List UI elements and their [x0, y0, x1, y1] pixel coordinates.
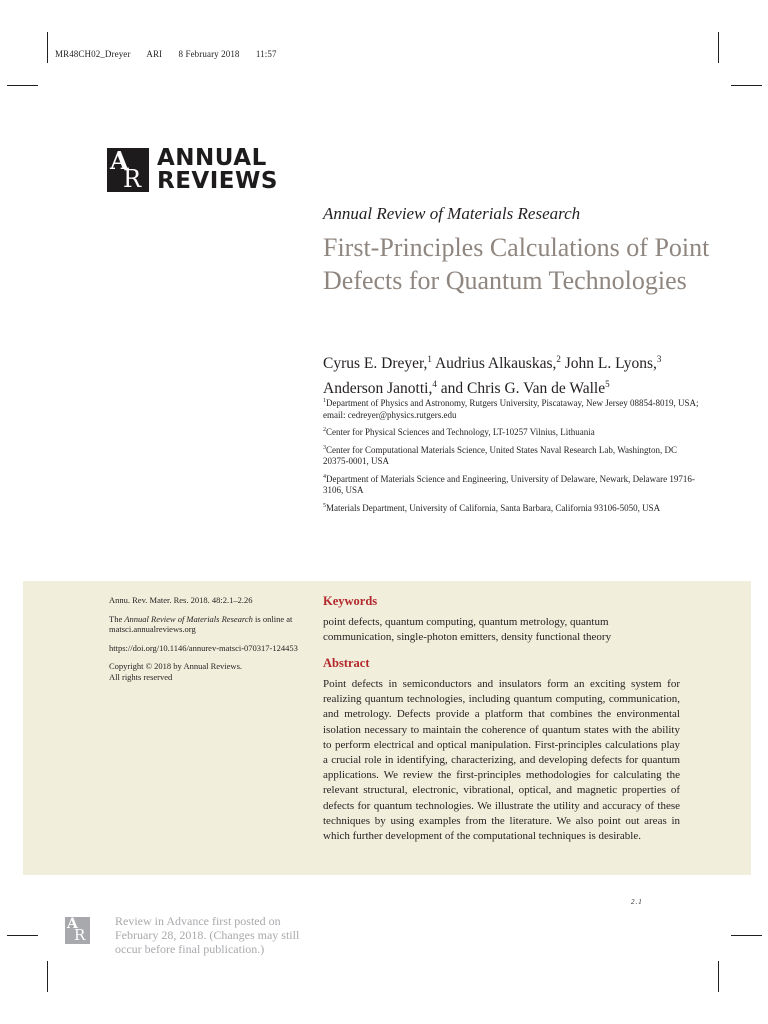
citation-info [109, 595, 299, 690]
crop-mark [731, 85, 762, 86]
author: John L. Lyons,$^3$ [564, 354, 662, 373]
author: Anderson Janotti,$^4$ [323, 379, 437, 398]
crop-mark [731, 935, 762, 936]
slug-publisher: ARI [146, 49, 163, 59]
affiliation-list [323, 396, 703, 518]
page-number: 2.1 [631, 898, 643, 906]
citation: Annu. Rev. Mater. Res. 2018. 48:2.1–2.26 [109, 595, 253, 605]
abstract-text: Point defects in semiconductors and insulators form an exciting system for realizing quantum technologies, including quantum computing, communication, and metrology. Defects provide a platform that combines the environmental isolation necessary to maintain the coherence of quantum states with the ability to perform electrical and optical manipulation. First-principles calculations play a crucial role in identifying, characterizing, and developing defects for quantum applications. We review the first-principles methodologies for calculating the relevant structural, electronic, vibrational, optical, and magnetic properties of defects for quantum technologies. We illustrate the utility and accuracy of these techniques by using examples from the literature. We also point out areas in which further development of the computational techniques is desirable. [323, 678, 680, 843]
author: Cyrus E. Dreyer,$^1$ [323, 354, 432, 373]
crop-mark [718, 961, 719, 992]
slug-line [55, 49, 291, 59]
keywords-heading: Keywords [323, 594, 378, 608]
author: Audrius Alkauskas,$^2$ [434, 354, 561, 373]
crop-mark [7, 935, 38, 936]
affiliation: $^4$Department of Materials Science and Engineering, University of Delaware, Newark, Delaware 19716-3106, USA [323, 473, 695, 495]
ar-footer-logo-icon: A R [65, 917, 90, 944]
affiliation: $^5$Materials Department, University of California, Santa Barbara, California 93106-5050, USA [323, 502, 661, 513]
slug-date: 8 February 2018 [178, 49, 240, 59]
logo-line-2: REVIEWS [157, 168, 278, 194]
review-in-advance-note: Review in Advance first posted on February 28, 2018. (Changes may still occur before final publication.) [115, 914, 300, 956]
author: and Chris G. Van de Walle$^5$ [440, 379, 610, 398]
abstract-heading: Abstract [323, 656, 370, 670]
journal-name: Annual Review of Materials Research [323, 204, 581, 223]
slug-code: MR48CH02_Dreyer [55, 49, 131, 59]
crop-mark [718, 32, 719, 63]
article-title: First-Principles Calculations of Point Defects for Quantum Technologies [323, 233, 710, 295]
crop-mark [47, 32, 48, 63]
keywords-text: point defects, quantum computing, quantum metrology, quantum communication, single-photon emitters, density functional theory [323, 616, 612, 643]
slug-time: 11:57 [255, 49, 277, 59]
ar-logo-icon: A R [107, 148, 149, 192]
affiliation: $^2$Center for Physical Sciences and Technology, LT-10257 Vilnius, Lithuania [323, 427, 595, 437]
logo-line-1: ANNUAL [157, 145, 267, 171]
author-list [323, 349, 703, 399]
copyright: Copyright © 2018 by Annual Reviews. All rights reserved [109, 661, 243, 682]
crop-mark [7, 85, 38, 86]
affiliation: $^3$Center for Computational Materials Science, United States Naval Research Lab, Washington, DC 20375-0001, USA [323, 444, 678, 466]
crop-mark [47, 961, 48, 992]
logo-wordmark [157, 147, 278, 193]
doi-link[interactable]: https://doi.org/10.1146/annurev-matsci-070317-124453 [109, 642, 298, 653]
affiliation: $^1$Department of Physics and Astronomy, Rutgers University, Piscataway, New Jersey 08854-8019, USA; email: cedreyer@physics.rutgers.edu [323, 398, 699, 420]
online-availability: The Annual Review of Materials Research is online at matsci.annualreviews.org [109, 613, 293, 634]
